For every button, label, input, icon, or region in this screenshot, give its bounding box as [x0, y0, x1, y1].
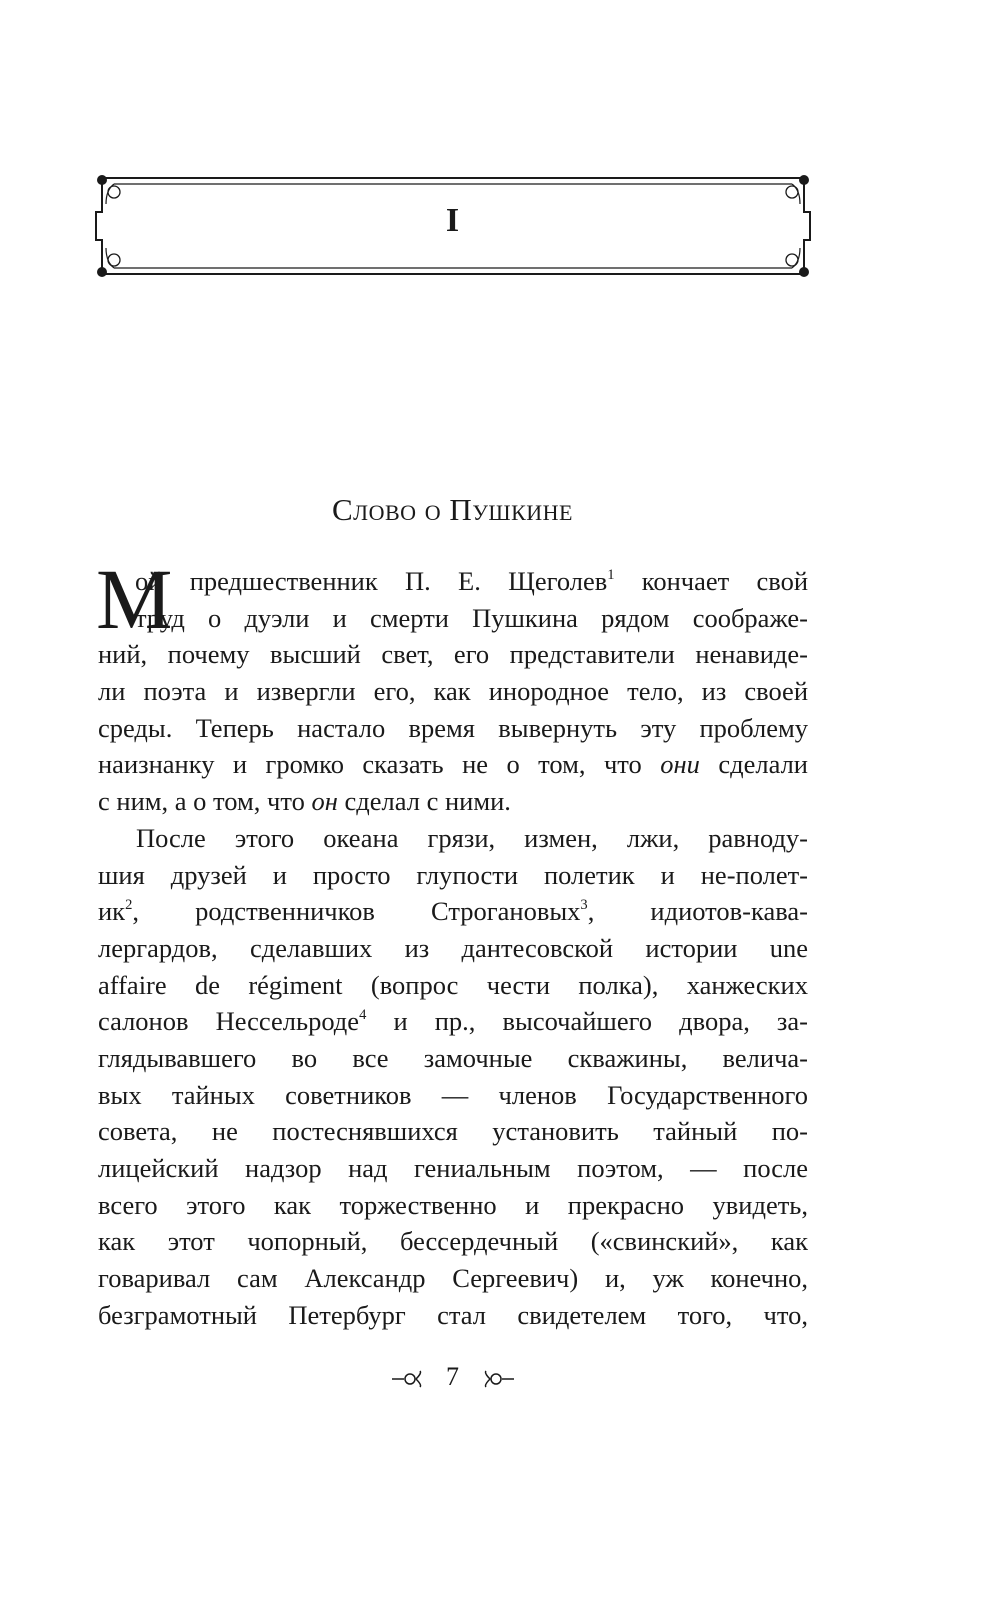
text-segment: шия друзей и просто глупости полетик и не-полет- [98, 859, 808, 890]
text-segment: После этого океана грязи, измен, лжи, равноду- [136, 822, 808, 853]
footnote-ref: 1 [607, 567, 615, 584]
text-line [98, 783, 808, 820]
text-line [98, 1077, 808, 1114]
text-segment: глядывавшего во все замочные скважины, велича- [98, 1042, 808, 1073]
text-segment: наизнанку и громко сказать не о том, что [98, 749, 661, 780]
text-line [98, 710, 808, 747]
section-title: Слово о Пушкине [332, 492, 573, 527]
ornament-right-icon [482, 1369, 516, 1389]
text-segment: труд о дуэли и смерти Пушкина рядом соображе- [135, 602, 808, 633]
text-segment: всего этого как торжественно и прекрасно увидеть, [98, 1189, 808, 1220]
text-segment: кончает свой [614, 566, 808, 596]
text-line [98, 1150, 808, 1187]
page-number: 7 [446, 1362, 459, 1391]
drop-cap: М [96, 551, 173, 647]
text-segment: ли поэта и извергли его, как инородное тело, из своей [98, 676, 808, 707]
text-line [98, 563, 808, 600]
text-line [98, 600, 808, 637]
text-segment: среды. Теперь настало время вывернуть эту проблему [98, 712, 808, 743]
text-line [98, 1113, 808, 1150]
text-segment: ний, почему высший свет, его представители ненавиде- [98, 639, 808, 670]
text-line [98, 673, 808, 710]
text-segment: совета, не постеснявшихся установить тайный по- [98, 1116, 808, 1147]
ornament-left-icon [390, 1369, 424, 1389]
chapter-number: I [445, 202, 460, 239]
body-text [96, 551, 808, 1333]
text-segment: ой предшественник П. Е. Щеголев [135, 566, 608, 596]
text-line [98, 893, 808, 930]
text-segment: ик [98, 896, 126, 927]
text-line [98, 746, 808, 783]
text-line [98, 967, 808, 1004]
text-segment: лицейский надзор над гениальным поэтом, — после [98, 1153, 808, 1183]
text-segment: сделал с ними. [337, 786, 511, 817]
text-segment: , идиотов-кава- [587, 896, 808, 927]
text-segment: , родственничков Строгановых [132, 896, 581, 927]
text-line [98, 1297, 808, 1334]
italic-text: они [660, 749, 700, 780]
text-line [98, 820, 808, 857]
text-line [98, 636, 808, 673]
text-line [98, 1223, 808, 1260]
text-segment: сделали [699, 749, 808, 780]
text-segment: безграмотный Петербург стал свидетелем того, что, [98, 1299, 808, 1330]
text-segment: салонов Нессельроде [98, 1006, 360, 1037]
text-line [98, 1003, 808, 1040]
text-line [98, 857, 808, 894]
text-segment: говаривал сам Александр Сергеевич) и, уж конечно, [98, 1263, 808, 1294]
page-footer [0, 1362, 905, 1392]
footnote-ref: 2 [125, 897, 133, 914]
text-segment: вых тайных советников — членов Государственного [98, 1079, 808, 1110]
text-segment: affaire de régiment (вопрос чести полка), ханжеских [98, 969, 808, 1000]
text-segment: лергардов, сделавших из дантесовской истории une [98, 932, 808, 963]
text-segment: и пр., высочайшего двора, за- [366, 1006, 808, 1037]
text-line [98, 1260, 808, 1297]
italic-text: он [311, 786, 338, 817]
text-segment: с ним, а о том, что [98, 786, 312, 817]
text-segment: как этот чопорный, бессердечный («свинский», как [98, 1226, 808, 1257]
text-line [98, 930, 808, 967]
footnote-ref: 4 [359, 1007, 367, 1024]
footnote-ref: 3 [580, 897, 588, 914]
text-line [98, 1187, 808, 1224]
text-line [98, 1040, 808, 1077]
